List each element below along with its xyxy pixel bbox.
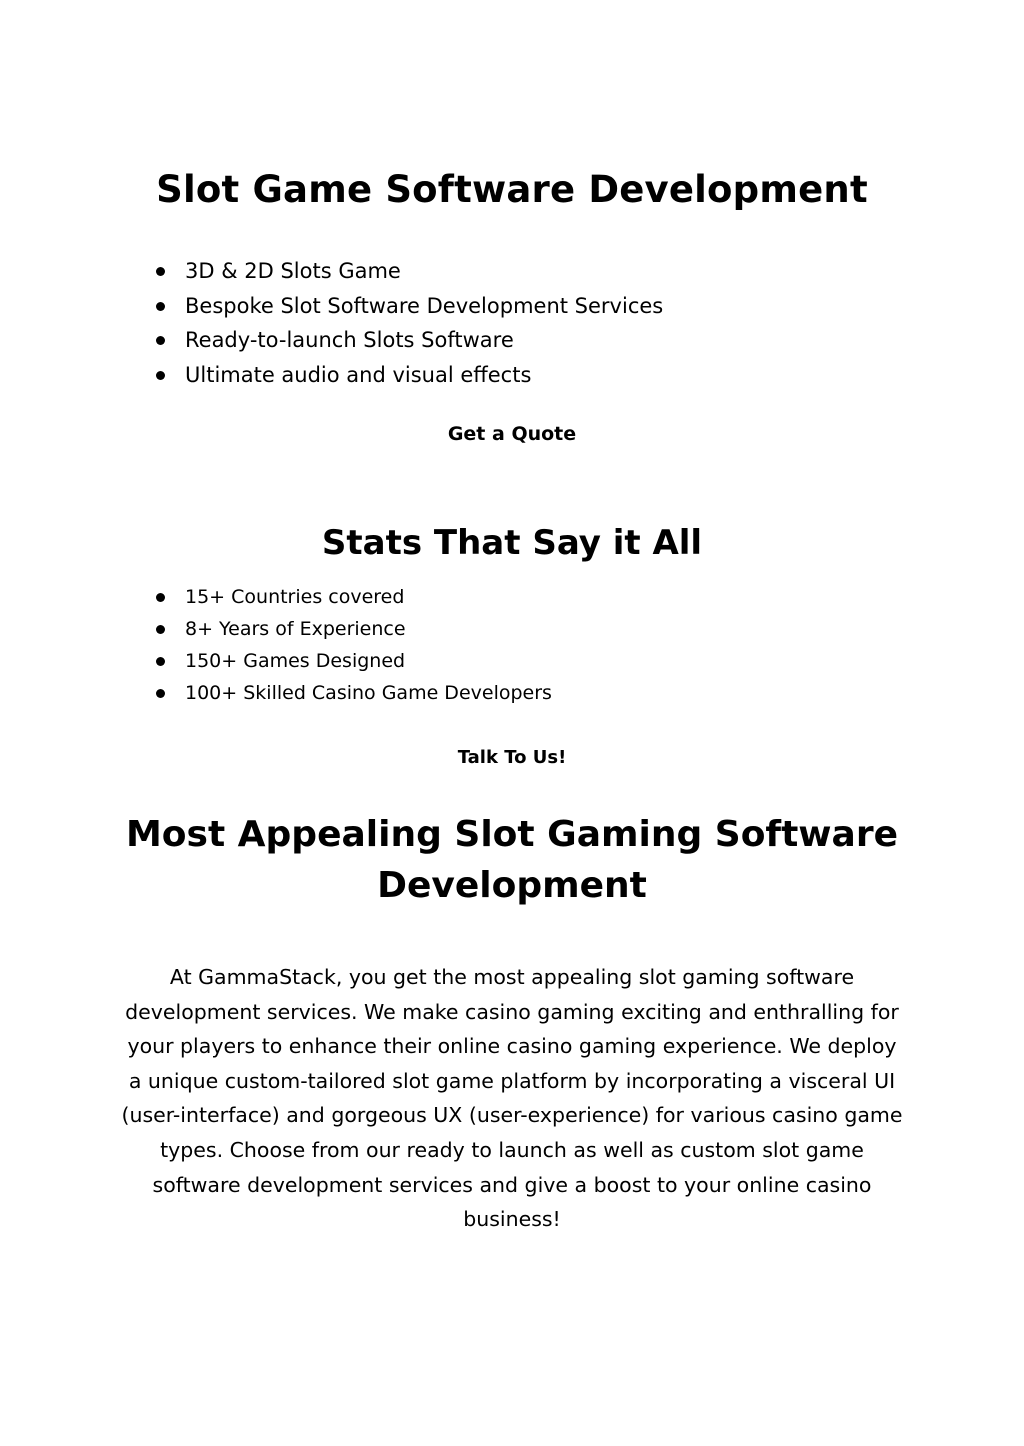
list-item-text: Ready-to-launch Slots Software xyxy=(185,328,514,353)
list-item-text: 15+ Countries covered xyxy=(185,586,405,608)
list-item-text: Ultimate audio and visual effects xyxy=(185,362,532,387)
bullet-icon xyxy=(156,657,165,666)
talk-to-us-link[interactable]: Talk To Us! xyxy=(457,747,567,768)
list-item-text: 100+ Skilled Casino Game Developers xyxy=(185,682,552,704)
bullet-icon xyxy=(156,267,165,276)
list-item-text: Bespoke Slot Software Development Services xyxy=(185,293,664,318)
bullet-icon xyxy=(156,302,165,311)
bullet-icon xyxy=(156,593,165,602)
list-item xyxy=(155,323,663,358)
list-item-text: 150+ Games Designed xyxy=(185,650,406,672)
list-item-text: 8+ Years of Experience xyxy=(185,618,406,640)
bullet-icon xyxy=(156,625,165,634)
list-item xyxy=(155,254,663,289)
bullet-icon xyxy=(156,336,165,345)
list-item xyxy=(155,645,552,677)
body-paragraph: At GammaStack, you get the most appealing slot gaming software development services. We make casino gaming exciting and enthralling for your players to enhance their online casino gaming experience. We deploy a unique custom-tailored slot game platform by incorporating a visceral UI (user-interface) and gorgeous UX (user-experience) for various casino game types. Choose from our ready to launch as well as custom slot game software development services and give a boost to your online casino business! xyxy=(121,965,903,1232)
section-title-line: Development xyxy=(377,865,647,906)
section-title-slot-game: Slot Game Software Development xyxy=(156,168,868,211)
section-title-appealing xyxy=(100,809,924,911)
list-item xyxy=(155,358,663,393)
bullet-icon xyxy=(156,689,165,698)
list-item xyxy=(155,581,552,613)
list-item xyxy=(155,677,552,709)
bullet-icon xyxy=(156,371,165,380)
features-list xyxy=(155,254,663,392)
section-title-stats: Stats That Say it All xyxy=(321,523,703,563)
list-item xyxy=(155,289,663,324)
list-item xyxy=(155,613,552,645)
section-title-line: Most Appealing Slot Gaming Software xyxy=(125,814,899,855)
stats-list xyxy=(155,581,552,709)
get-a-quote-link[interactable]: Get a Quote xyxy=(447,423,577,445)
list-item-text: 3D & 2D Slots Game xyxy=(185,259,401,283)
